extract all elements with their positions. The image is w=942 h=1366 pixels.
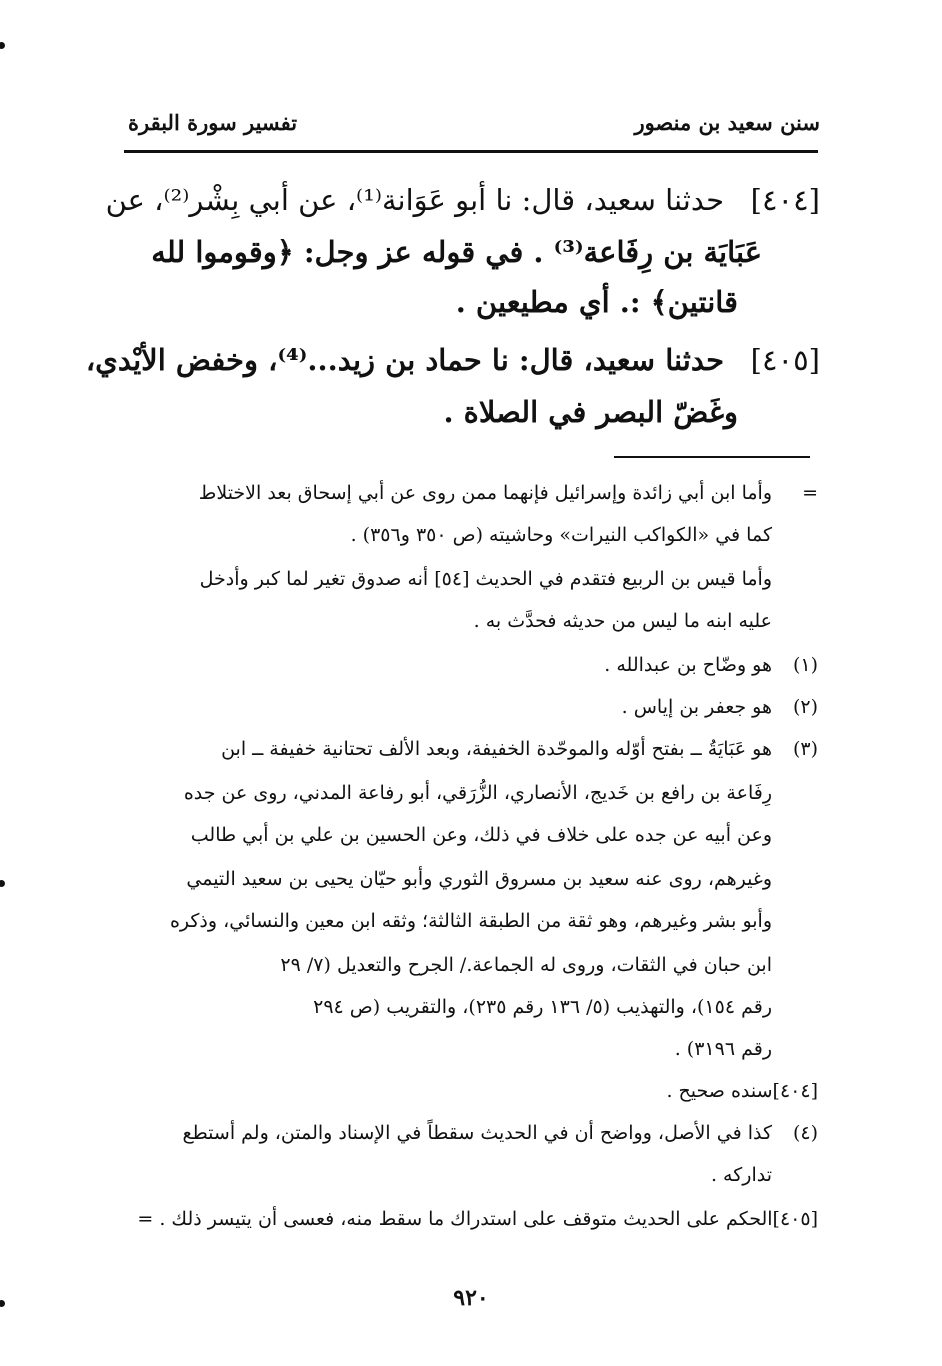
footnote-4-line: كذا في الأصل، وواضح أن في الحديث سقطاً في الإسناد والمتن، ولم أستطع [182, 1122, 772, 1144]
hadith-number: [٤٠٤] [750, 183, 820, 217]
footnote-line: عليه ابنه ما ليس من حديثه فحدَّث به . [473, 610, 772, 632]
footnote-marker: (٤) [792, 1122, 818, 1144]
margin-dot [0, 42, 5, 49]
running-header-section-title: تفسير سورة البقرة [128, 110, 298, 135]
page-number: ٩٢٠ [453, 1285, 489, 1311]
footnote-3-line: وغيرهم، روى عنه سعيد بن مسروق الثوري وأبو حيّان يحيى بن سعيد التيمي [186, 868, 772, 890]
footnote-3-line: ابن حبان في الثقات، وروى له الجماعة./ الجرح والتعديل (٧/ ٢٩ [280, 954, 772, 976]
hadith-line: قانتين﴾ :. أي مطيعين . [455, 285, 738, 319]
margin-dot [0, 880, 5, 887]
hadith-number: [٤٠٥] [750, 343, 820, 377]
footnote-marker: (١) [792, 654, 818, 676]
note-404: [٤٠٤]سنده صحيح . [666, 1080, 818, 1102]
footnote-1: هو وضّاح بن عبدالله . [604, 654, 772, 676]
header-rule [124, 150, 818, 153]
footnote-3-line: هو عَبَايَةُ ــ بفتح أوّله والموحّدة الخفيفة، وبعد الألف تحتانية خفيفة ــ ابن [221, 738, 772, 760]
hadith-line: حدثنا سعيد، قال: نا أبو عَوَانة⁽¹⁾، عن أبي بِشْر⁽²⁾، عن [105, 183, 724, 217]
note-405: [٤٠٥]الحكم على الحديث متوقف على استدراك ما سقط منه، فعسى أن يتيسر ذلك . = [137, 1208, 818, 1230]
hadith-line: حدثنا سعيد، قال: نا حماد بن زيد...⁽⁴⁾، وخفض الأيْدي، [85, 343, 724, 377]
footnote-3-line: رقم ٣١٩٦) . [674, 1038, 772, 1060]
footnote-line: وأما قيس بن الربيع فتقدم في الحديث [٥٤] أنه صدوق تغير لما كبر وأدخل [199, 568, 772, 590]
footnote-4-line: تداركه . [710, 1164, 772, 1186]
footnote-line: وأما ابن أبي زائدة وإسرائيل فإنهما ممن روى عن أبي إسحاق بعد الاختلاط [198, 482, 772, 504]
footnote-3-line: وعن أبيه عن جده على خلاف في ذلك، وعن الحسين بن علي بن أبي طالب [190, 824, 772, 846]
footnote-line: كما في «الكواكب النيرات» وحاشيته (ص ٣٥٠ و٣٥٦) . [350, 524, 772, 546]
footnote-3-line: وأبو بشر وغيرهم، وهو ثقة من الطبقة الثالثة؛ وثقه ابن معين والنسائي، وذكره [169, 910, 772, 932]
footnote-marker: (٢) [792, 696, 818, 718]
running-header-book-title: سنن سعيد بن منصور [634, 110, 820, 135]
footnote-3-line: رِفَاعة بن رافع بن خَديج، الأنصاري، الزُّرَقي، أبو رفاعة المدني، روى عن جده [183, 782, 772, 804]
continuation-marker: = [802, 482, 818, 504]
footnote-marker: (٣) [792, 738, 818, 760]
hadith-line: وغَضّ البصر في الصلاة . [443, 395, 738, 429]
footnote-3-line: رقم ١٥٤)، والتهذيب (٥/ ١٣٦ رقم ٢٣٥)، والتقريب (ص ٢٩٤ [313, 996, 772, 1018]
footnote-2: هو جعفر بن إياس . [621, 696, 772, 718]
footnote-separator [614, 456, 810, 458]
hadith-line: عَبَايَة بن رِفَاعة⁽³⁾ . في قوله عز وجل: ﴿وقوموا لله [151, 235, 762, 269]
